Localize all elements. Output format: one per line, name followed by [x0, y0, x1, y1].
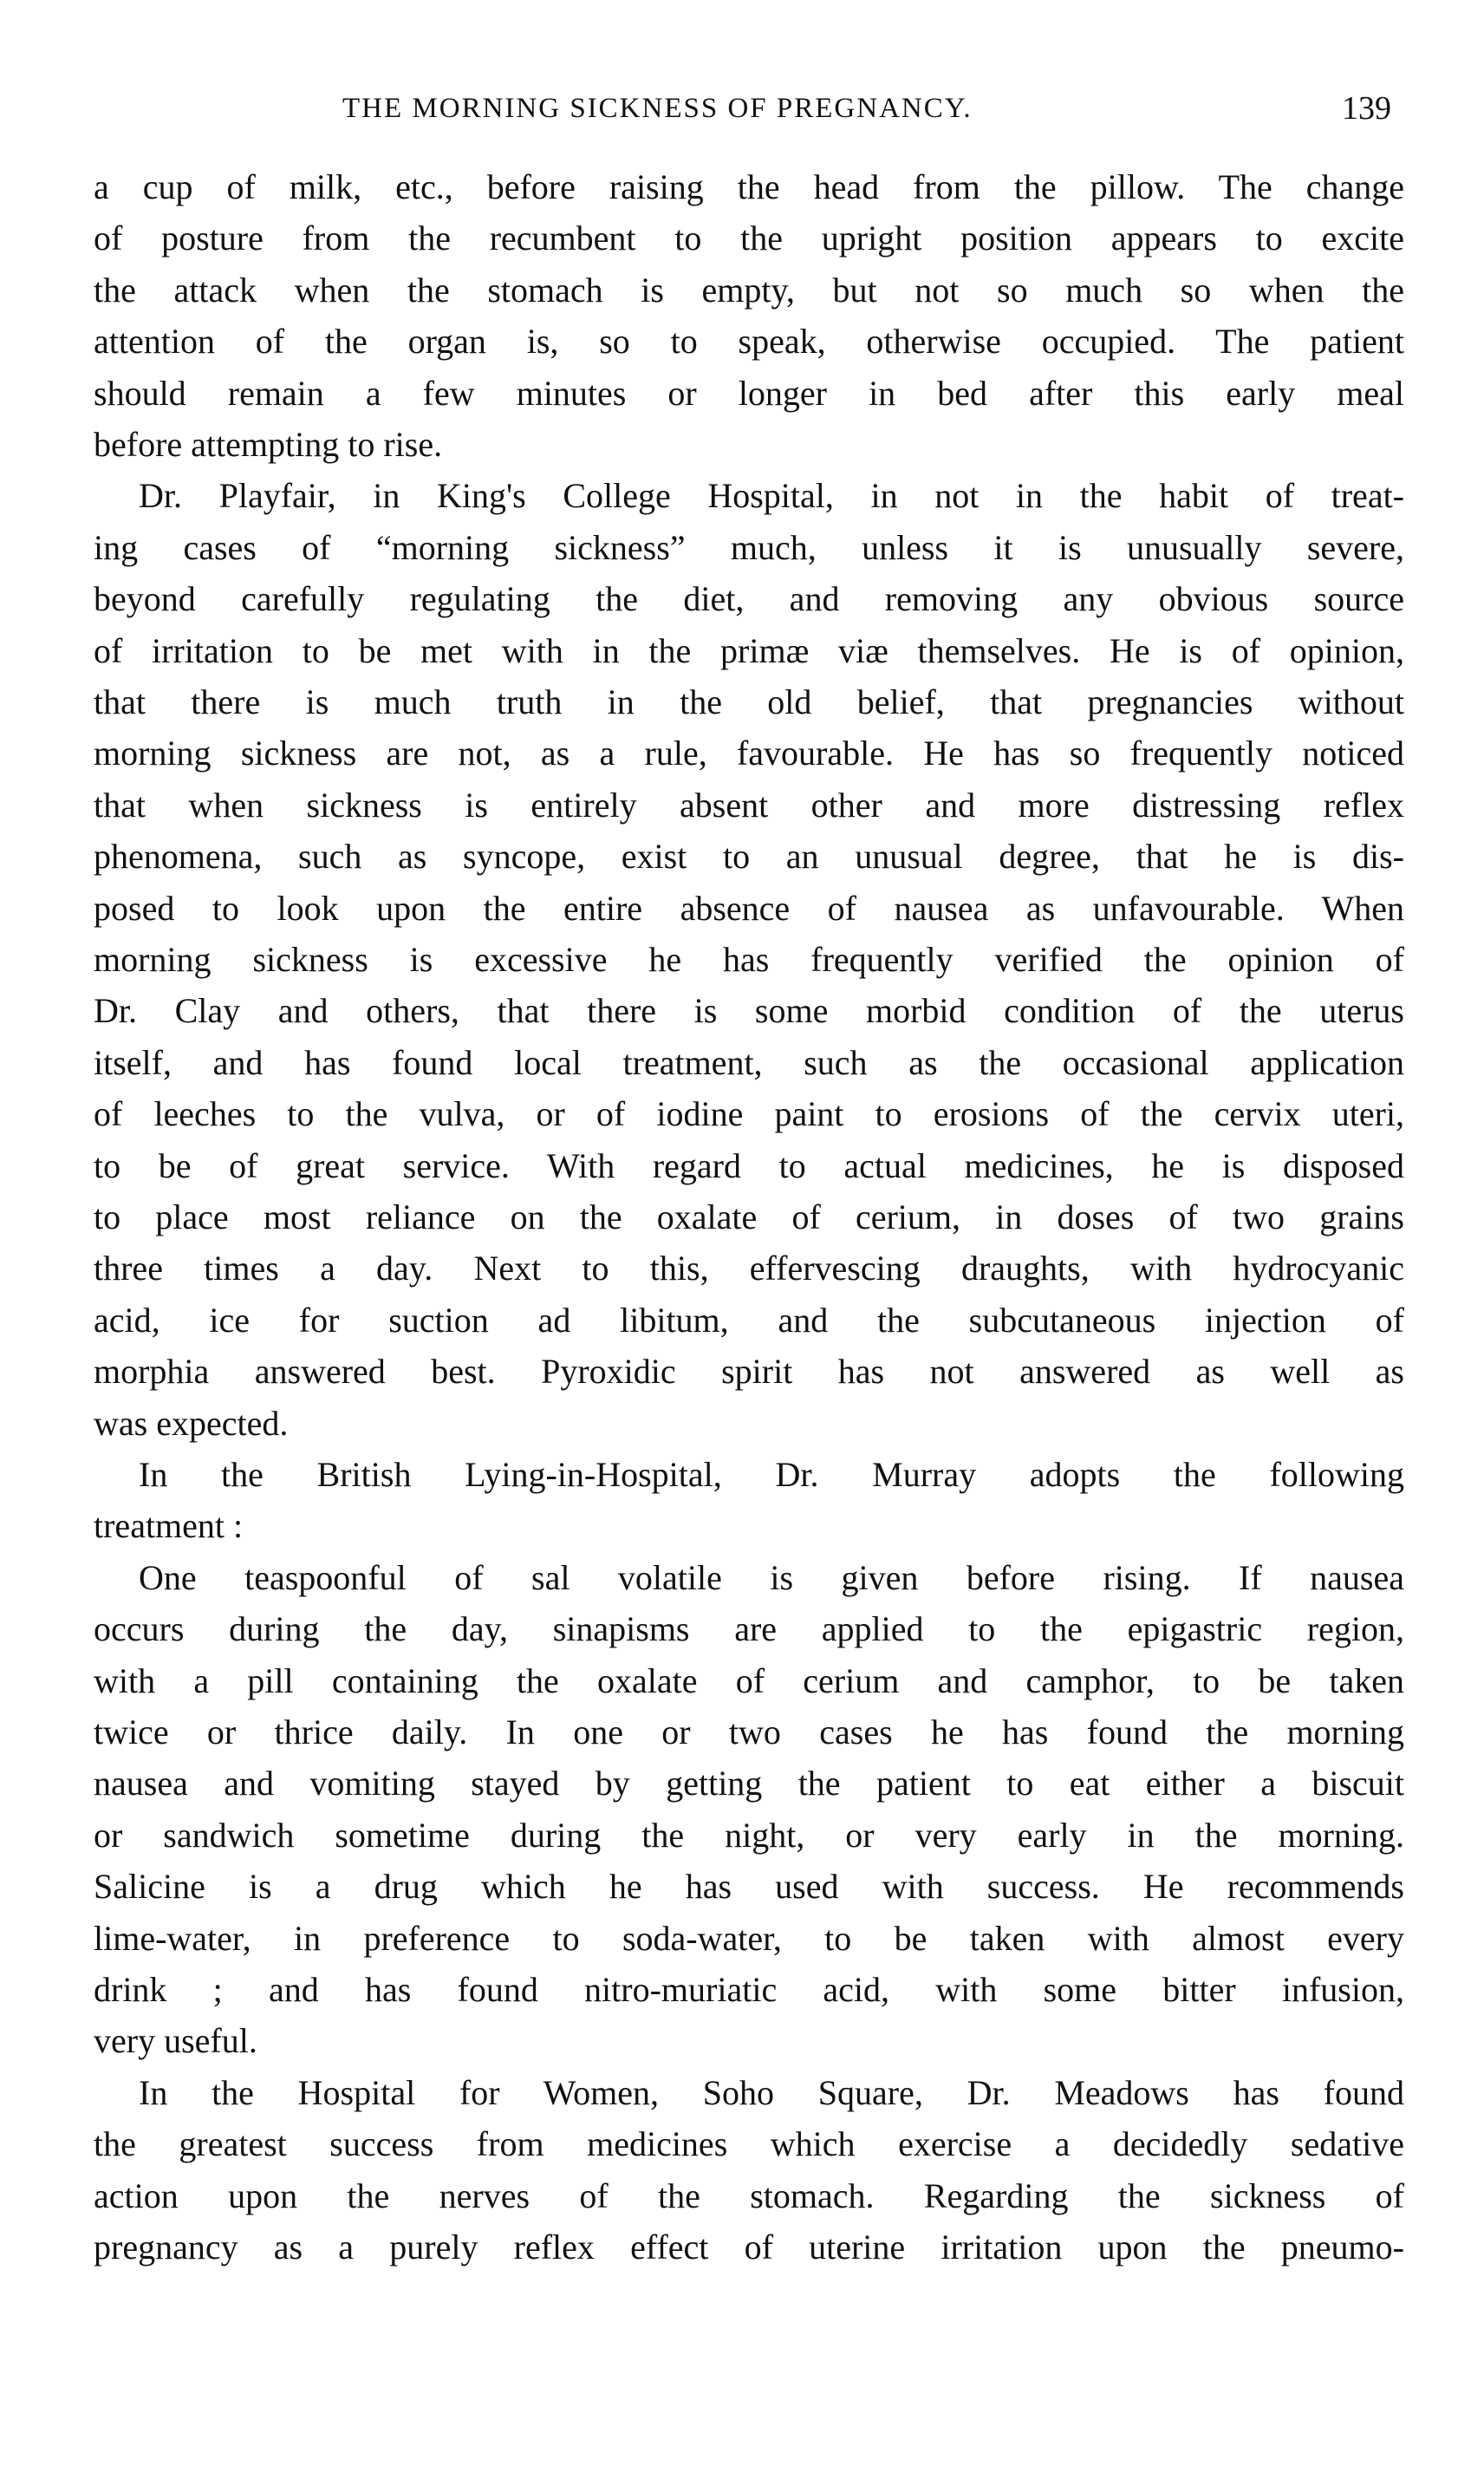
- text-line: of leeches to the vulva, or of iodine paint to erosions of the cervix uteri,: [94, 1094, 1404, 1134]
- text-line: posed to look upon the entire absence of nausea as unfavourable. When: [94, 888, 1404, 928]
- text-line: Dr. Playfair, in King's College Hospital, in not in the habit of treat-: [139, 476, 1404, 516]
- text-line: a cup of milk, etc., before raising the head from the pillow. The change: [94, 167, 1404, 206]
- text-line: to be of great service. With regard to actual medicines, he is disposed: [94, 1145, 1404, 1185]
- text-line: the greatest success from medicines which exercise a decidedly sedative: [94, 2124, 1404, 2164]
- text-line: acid, ice for suction ad libitum, and the subcutaneous injection of: [94, 1300, 1404, 1340]
- text-line: the attack when the stomach is empty, but not so much so when the: [94, 270, 1404, 310]
- text-line: that when sickness is entirely absent other and more distressing reflex: [94, 785, 1404, 825]
- text-line: ing cases of “morning sickness” much, unless it is unusually severe,: [94, 527, 1404, 567]
- text-line: twice or thrice daily. In one or two cases he has found the morning: [94, 1712, 1404, 1751]
- text-line: morphia answered best. Pyroxidic spirit has not answered as well as: [94, 1352, 1404, 1392]
- text-line: was expected.: [94, 1403, 289, 1443]
- text-line: Salicine is a drug which he has used with success. He recommends: [94, 1867, 1404, 1907]
- text-line: morning sickness is excessive he has frequently verified the opinion of: [94, 940, 1404, 979]
- text-line: In the British Lying-in-Hospital, Dr. Murray adopts the following: [139, 1455, 1404, 1494]
- text-line: three times a day. Next to this, effervescing draughts, with hydrocyanic: [94, 1249, 1404, 1288]
- text-line: that there is much truth in the old belief, that pregnancies without: [94, 682, 1404, 721]
- text-line: with a pill containing the oxalate of cerium and camphor, to be taken: [94, 1660, 1404, 1700]
- text-line: of posture from the recumbent to the upright position appears to excite: [94, 219, 1404, 258]
- text-line: nausea and vomiting stayed by getting the patient to eat either a biscuit: [94, 1764, 1404, 1803]
- running-head: [82, 82, 1391, 134]
- text-line: itself, and has found local treatment, such as the occasional application: [94, 1042, 1404, 1082]
- running-title: THE MORNING SICKNESS OF PREGNANCY.: [342, 93, 973, 124]
- text-line: very useful.: [94, 2021, 257, 2061]
- text-line: pregnancy as a purely reflex effect of uterine irritation upon the pneumo-: [94, 2227, 1404, 2267]
- page-number: 139: [1342, 90, 1391, 127]
- text-line: One teaspoonful of sal volatile is given before rising. If nausea: [139, 1557, 1404, 1597]
- text-line: action upon the nerves of the stomach. Regarding the sickness of: [94, 2175, 1404, 2215]
- text-line: beyond carefully regulating the diet, and removing any obvious source: [94, 579, 1404, 619]
- text-line: lime-water, in preference to soda-water, to be taken with almost every: [94, 1918, 1404, 1958]
- text-line: morning sickness are not, as a rule, favourable. He has so frequently noticed: [94, 734, 1404, 773]
- text-line: occurs during the day, sinapisms are applied to the epigastric region,: [94, 1609, 1404, 1649]
- text-line: of irritation to be met with in the primæ viæ themselves. He is of opinion,: [94, 630, 1404, 670]
- text-line: attention of the organ is, so to speak, otherwise occupied. The patient: [94, 322, 1404, 362]
- text-line: drink ; and has found nitro-muriatic acid, with some bitter infusion,: [94, 1970, 1404, 2009]
- text-line: Dr. Clay and others, that there is some morbid condition of the uterus: [94, 991, 1404, 1031]
- text-line: phenomena, such as syncope, exist to an unusual degree, that he is dis-: [94, 837, 1404, 877]
- text-line: before attempting to rise.: [94, 425, 443, 464]
- text-line: or sandwich sometime during the night, or very early in the morning.: [94, 1815, 1404, 1855]
- text-line: treatment :: [94, 1506, 244, 1546]
- text-line: should remain a few minutes or longer in bed after this early meal: [94, 373, 1404, 413]
- text-line: In the Hospital for Women, Soho Square, Dr. Meadows has found: [139, 2072, 1404, 2112]
- text-line: to place most reliance on the oxalate of cerium, in doses of two grains: [94, 1197, 1404, 1236]
